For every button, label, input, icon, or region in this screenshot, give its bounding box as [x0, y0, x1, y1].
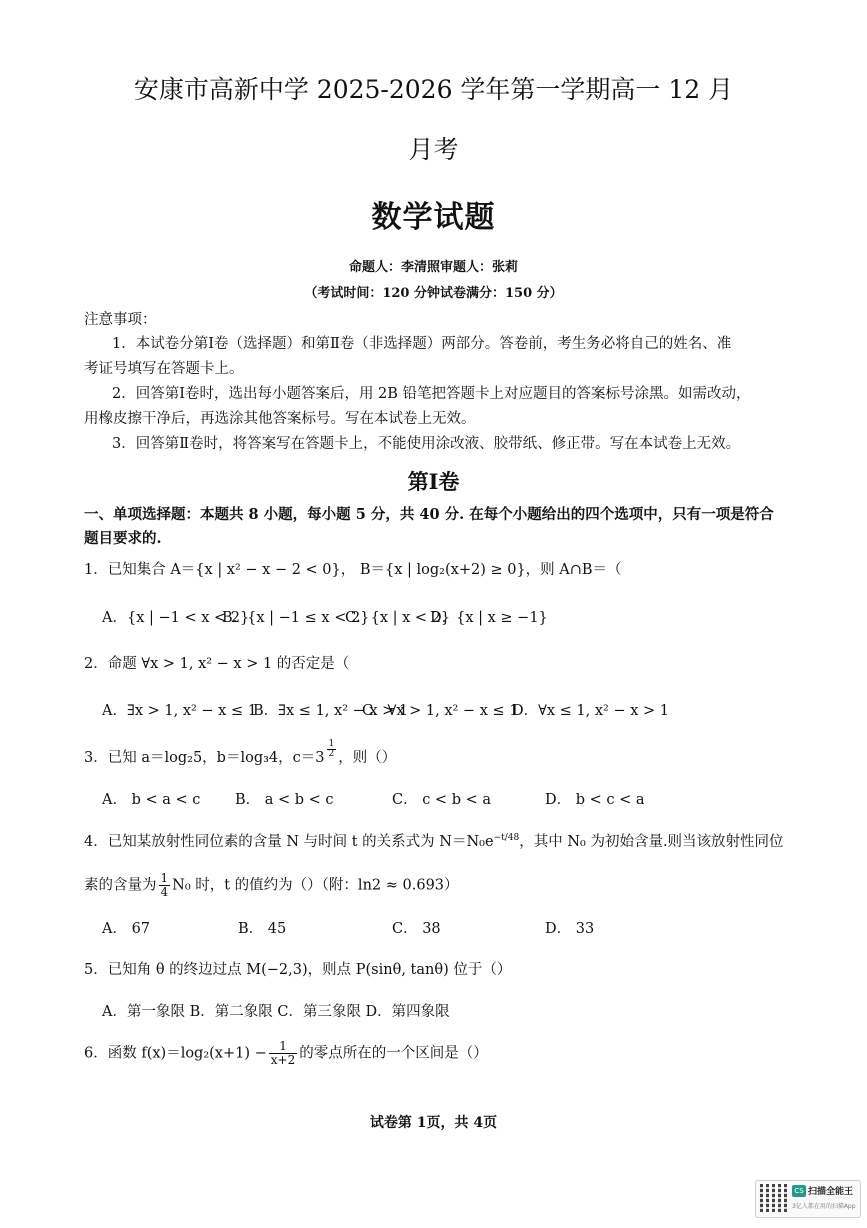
question-1-option-a: A．{x | −1 < x < 2} [102, 610, 250, 626]
question-3-c-base: c＝3 [292, 750, 325, 766]
question-3-option-d: D． b < c < a [545, 792, 645, 808]
question-1-option-b: B．{x | −1 ≤ x < 2} [222, 610, 370, 626]
question-1-stem: 1．已知集合 A＝{x | x² − x − 2 < 0}， B＝{x | log₂(x+2) ≥ 0}，则 A∩B＝（ [84, 562, 622, 578]
question-3-option-c: C． c < b < a [392, 792, 491, 808]
question-3-option-b: B． a < b < c [235, 792, 334, 808]
question-5-options: A．第一象限 B．第二象限 C．第三象限 D．第四象限 [102, 1004, 450, 1020]
watermark-subtitle: 3亿人都在用的扫描App [792, 1203, 856, 1210]
question-6-stem-post: 的零点所在的一个区间是（） [299, 1045, 488, 1062]
question-4-fraction: $\frac{1}{4}$ [160, 871, 169, 899]
section-instruction-line1: 一、单项选择题：本题共 8 小题，每小题 5 分，共 40 分. 在每个小题给出的四个选项中，只有一项是符合 [84, 506, 774, 523]
question-3-option-a: A． b < a < c [102, 792, 201, 808]
note-2-line1: 2．回答第Ⅰ卷时，选出每小题答案后，用 2B 铅笔把答题卡上对应题目的答案标号涂黑。如需改动， [112, 386, 751, 402]
question-2-option-c: C．∀x > 1, x² − x ≤ 1 [362, 703, 519, 719]
note-2-line2: 用橡皮擦干净后，再选涂其他答案标号。写在本试卷上无效。 [84, 411, 476, 427]
exam-title-line2: 月考 [408, 135, 459, 164]
question-2-stem: 2．命题 ∀x > 1, x² − x > 1 的否定是（ [84, 656, 350, 672]
authors-line: 命题人：李清照审题人：张莉 [348, 260, 518, 275]
question-4-option-c: C． 38 [392, 921, 441, 937]
question-2-option-a: A．∃x > 1, x² − x ≤ 1 [102, 703, 257, 719]
note-1-line1: 1．本试卷分第Ⅰ卷（选择题）和第Ⅱ卷（非选择题）两部分。答卷前，考生务必将自己的姓名、准 [112, 336, 732, 352]
question-3-stem-pre: 3．已知 a＝log₂5，b＝log₃4， [84, 750, 293, 766]
question-4-formula: N＝N₀e [439, 834, 494, 850]
question-4-stem2-pre: 素的含量为 [84, 877, 157, 894]
question-1-option-d: D．{x | x ≥ −1} [430, 610, 548, 626]
question-3-exponent: $\frac{1}{2}$ [328, 739, 335, 759]
watermark-name: 扫描全能王 [808, 1187, 854, 1197]
question-4-option-b: B． 45 [238, 921, 287, 937]
question-3-stem-post: ，则（） [338, 750, 397, 766]
question-4-stem-line1 [84, 830, 784, 851]
question-5-stem: 5．已知角 θ 的终边过点 M(−2,3)，则点 P(sinθ, tanθ) 位于（） [84, 962, 512, 978]
exam-title-line1: 安康市高新中学 2025-2026 学年第一学期高一 12 月 [133, 75, 734, 104]
subject-title: 数学试题 [371, 200, 496, 235]
page-footer: 试卷第 1页，共 4页 [369, 1115, 498, 1131]
exam-info-line: （考试时间：120 分钟试卷满分：150 分） [304, 286, 563, 301]
section-title: 第Ⅰ卷 [407, 469, 460, 494]
question-1-option-c: C．{x | x < 2} [345, 610, 451, 626]
question-6-stem-pre: 6．函数 f(x)＝log₂(x+1) − [84, 1045, 267, 1062]
question-4-stem-pre: 4．已知某放射性同位素的含量 N 与时间 t 的关系式为 [84, 834, 435, 850]
section-instruction-line2: 题目要求的. [84, 530, 162, 547]
question-6-fraction: $\frac{1}{x+2}$ [270, 1039, 296, 1067]
qr-code-overlay [760, 1184, 788, 1212]
note-3-line1: 3．回答第Ⅱ卷时，将答案写在答题卡上，不能使用涂改液、胶带纸、修正带。写在本试卷上无效。 [112, 436, 741, 452]
question-4-option-a: A． 67 [102, 921, 151, 937]
question-4-formula-exponent: −t/48 [493, 833, 520, 844]
question-2-option-b: B．∃x ≤ 1, x² − x > 1 [253, 703, 409, 719]
camscanner-logo-icon: CS [792, 1185, 806, 1197]
question-4-stem-line2 [84, 872, 459, 899]
note-1-line2: 考证号填写在答题卡上。 [84, 361, 244, 377]
notes-heading: 注意事项： [84, 312, 157, 328]
question-6-stem [84, 1040, 488, 1067]
scanner-watermark [755, 1180, 861, 1218]
question-3-stem [84, 739, 397, 767]
question-4-option-d: D． 33 [545, 921, 595, 937]
question-4-stem-post: ，其中 N₀ 为初始含量.则当该放射性同位 [519, 834, 784, 850]
question-4-stem2-post: N₀ 时，t 的值约为（）（附：ln2 ≈ 0.693） [172, 877, 459, 894]
question-2-option-d: D．∀x ≤ 1, x² − x > 1 [512, 703, 669, 719]
